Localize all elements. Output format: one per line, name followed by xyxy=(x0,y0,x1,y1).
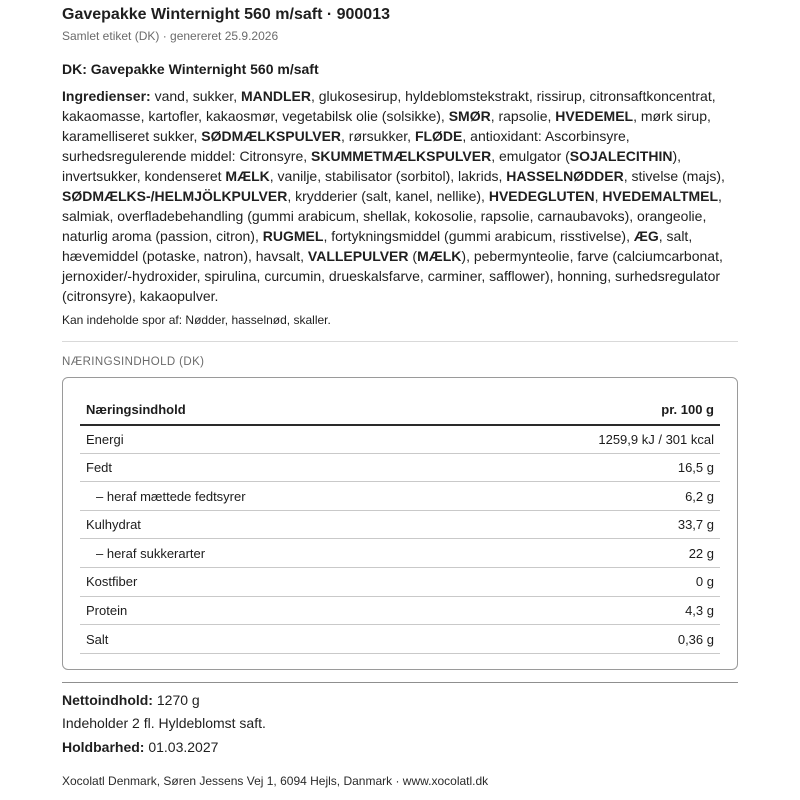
ingredient-text: , rørsukker, xyxy=(341,128,415,144)
nutrient-name: – heraf mættede fedtsyrer xyxy=(80,482,447,511)
ingredient-line xyxy=(62,266,738,286)
divider xyxy=(62,682,738,683)
allergen-text: SOJALECITHIN xyxy=(569,148,673,164)
ingredient-line xyxy=(62,206,738,226)
net-content-value: 1270 g xyxy=(152,692,200,708)
nutrition-header-row xyxy=(80,396,720,425)
ingredient-line xyxy=(62,286,738,306)
ingredient-text: surhedsregulerende middel: Citronsyre, xyxy=(62,148,312,164)
contains-note: Indeholder 2 fl. Hyldeblomst saft. xyxy=(62,715,266,731)
ingredient-text: , glukosesirup, hyldeblomstekstrakt, rissirup, citronsaftkoncentrat, xyxy=(310,88,716,104)
ingredient-text: , vanilje, stabilisator (sorbitol), lakrids, xyxy=(269,168,507,184)
ingredient-text: , mørk sirup, xyxy=(633,108,711,124)
allergen-text: MÆLK xyxy=(225,168,270,184)
nutrient-value: 0 g xyxy=(447,568,720,597)
nutrient-name: Protein xyxy=(80,596,447,625)
ingredient-text: , antioxidant: Ascorbinsyre, xyxy=(462,128,630,144)
ingredient-line xyxy=(62,166,738,186)
ingredient-text: ( xyxy=(408,248,418,264)
allergen-text: SKUMMETMÆLKSPULVER xyxy=(311,148,492,164)
nutrition-rows xyxy=(80,425,720,654)
nutrient-value: 1259,9 kJ / 301 kcal xyxy=(447,425,720,454)
nutrition-table xyxy=(80,396,720,654)
ingredient-text: karamelliseret sukker, xyxy=(62,128,202,144)
allergen-text: SØDMÆLKS-/HELMJÖLKPULVER xyxy=(62,188,288,204)
nutrient-value: 16,5 g xyxy=(447,453,720,482)
nutrient-name: Salt xyxy=(80,625,447,654)
ingredient-text: , emulgator ( xyxy=(491,148,570,164)
allergen-text: VALLEPULVER xyxy=(307,248,409,264)
ingredient-text: hævemiddel (potaske, natron), havsalt, xyxy=(62,248,308,264)
nutrition-row xyxy=(80,539,720,568)
ingredient-text: , rapsolie, xyxy=(490,108,556,124)
language-product-title: DK: Gavepakke Winternight 560 m/saft xyxy=(62,61,319,77)
ingredient-text: kakaomasse, kartofler, kakaosmør, vegetabilsk olie (solsikke), xyxy=(62,108,449,124)
ingredient-text: vand, sukker, xyxy=(150,88,241,104)
product-title: Gavepakke Winternight 560 m/saft · 900013 xyxy=(62,6,390,23)
nutrient-name: Energi xyxy=(80,425,447,454)
nutrition-row xyxy=(80,425,720,454)
ingredient-text: , salt, xyxy=(658,228,693,244)
ingredient-text: ), xyxy=(672,148,682,164)
divider xyxy=(62,341,738,342)
ingredient-line xyxy=(62,226,738,246)
allergen-text: SØDMÆLKSPULVER xyxy=(201,128,342,144)
nutrition-row xyxy=(80,625,720,654)
ingredient-line xyxy=(62,186,738,206)
nutrient-value: 4,3 g xyxy=(447,596,720,625)
ingredient-text: , stivelse (majs), xyxy=(623,168,725,184)
ingredients-text xyxy=(62,86,738,306)
best-before-value: 01.03.2027 xyxy=(144,739,219,755)
nutrition-row xyxy=(80,482,720,511)
ingredient-line xyxy=(62,126,738,146)
company-address: Xocolatl Denmark, Søren Jessens Vej 1, 6094 Hejls, Danmark · www.xocolatl.dk xyxy=(62,774,489,788)
ingredient-line xyxy=(62,246,738,266)
nutrition-box xyxy=(62,377,738,670)
best-before-label: Holdbarhed: xyxy=(62,739,145,755)
ingredient-text: ), pebermynteolie, farve (calciumcarbonat, xyxy=(461,248,723,264)
net-content xyxy=(62,692,200,708)
traces-statement: Kan indeholde spor af: Nødder, hasselnød, skaller. xyxy=(62,313,331,327)
ingredient-text: , xyxy=(594,188,603,204)
ingredient-text: jernoxider/-hydroxider, spirulina, curcumin, drueskalsfarve, carminer, safflower), honning, surhedsregulator xyxy=(62,268,721,284)
nutrient-value: 0,36 g xyxy=(447,625,720,654)
ingredient-lines xyxy=(62,86,738,306)
ingredient-line xyxy=(62,146,738,166)
allergen-text: HVEDEGLUTEN xyxy=(488,188,595,204)
nutrition-row xyxy=(80,453,720,482)
nutrition-row xyxy=(80,596,720,625)
ingredient-line xyxy=(62,106,738,126)
allergen-text: MÆLK xyxy=(417,248,462,264)
ingredient-line xyxy=(62,86,738,106)
label-subtitle: Samlet etiket (DK) · genereret 25.9.2026 xyxy=(62,29,279,43)
nutrient-value: 6,2 g xyxy=(447,482,720,511)
ingredient-text: , fortykningsmiddel (gummi arabicum, risstivelse), xyxy=(323,228,634,244)
ingredient-text: naturlig aroma (passion, citron), xyxy=(62,228,263,244)
allergen-text: MANDLER xyxy=(240,88,311,104)
ingredients-heading: Ingredienser: xyxy=(62,88,151,104)
nutrition-header-name: Næringsindhold xyxy=(80,396,447,425)
ingredient-text: , krydderier (salt, kanel, nellike), xyxy=(287,188,489,204)
nutrient-value: 22 g xyxy=(447,539,720,568)
net-content-label: Nettoindhold: xyxy=(62,692,153,708)
nutrition-section-label: NÆRINGSINDHOLD (DK) xyxy=(62,356,205,368)
nutrition-row xyxy=(80,568,720,597)
allergen-text: HASSELNØDDER xyxy=(506,168,624,184)
ingredient-text: invertsukker, kondenseret xyxy=(62,168,226,184)
allergen-text: RUGMEL xyxy=(262,228,324,244)
allergen-text: HVEDEMEL xyxy=(555,108,634,124)
ingredient-text: (citronsyre), kakaopulver. xyxy=(62,288,219,304)
best-before xyxy=(62,739,218,755)
allergen-text: HVEDEMALTMEL xyxy=(602,188,719,204)
allergen-text: SMØR xyxy=(448,108,491,124)
nutrient-value: 33,7 g xyxy=(447,510,720,539)
nutrient-name: Kulhydrat xyxy=(80,510,447,539)
nutrient-name: Fedt xyxy=(80,453,447,482)
ingredient-text: salmiak, overfladebehandling (gummi arabicum, shellak, kokosolie, rapsolie, carnaubavoks), orangeolie, xyxy=(62,208,707,224)
nutrition-row xyxy=(80,510,720,539)
allergen-text: FLØDE xyxy=(414,128,463,144)
nutrition-header-value: pr. 100 g xyxy=(447,396,720,425)
nutrient-name: Kostfiber xyxy=(80,568,447,597)
ingredient-text: , xyxy=(718,188,722,204)
allergen-text: ÆG xyxy=(633,228,659,244)
nutrient-name: – heraf sukkerarter xyxy=(80,539,447,568)
